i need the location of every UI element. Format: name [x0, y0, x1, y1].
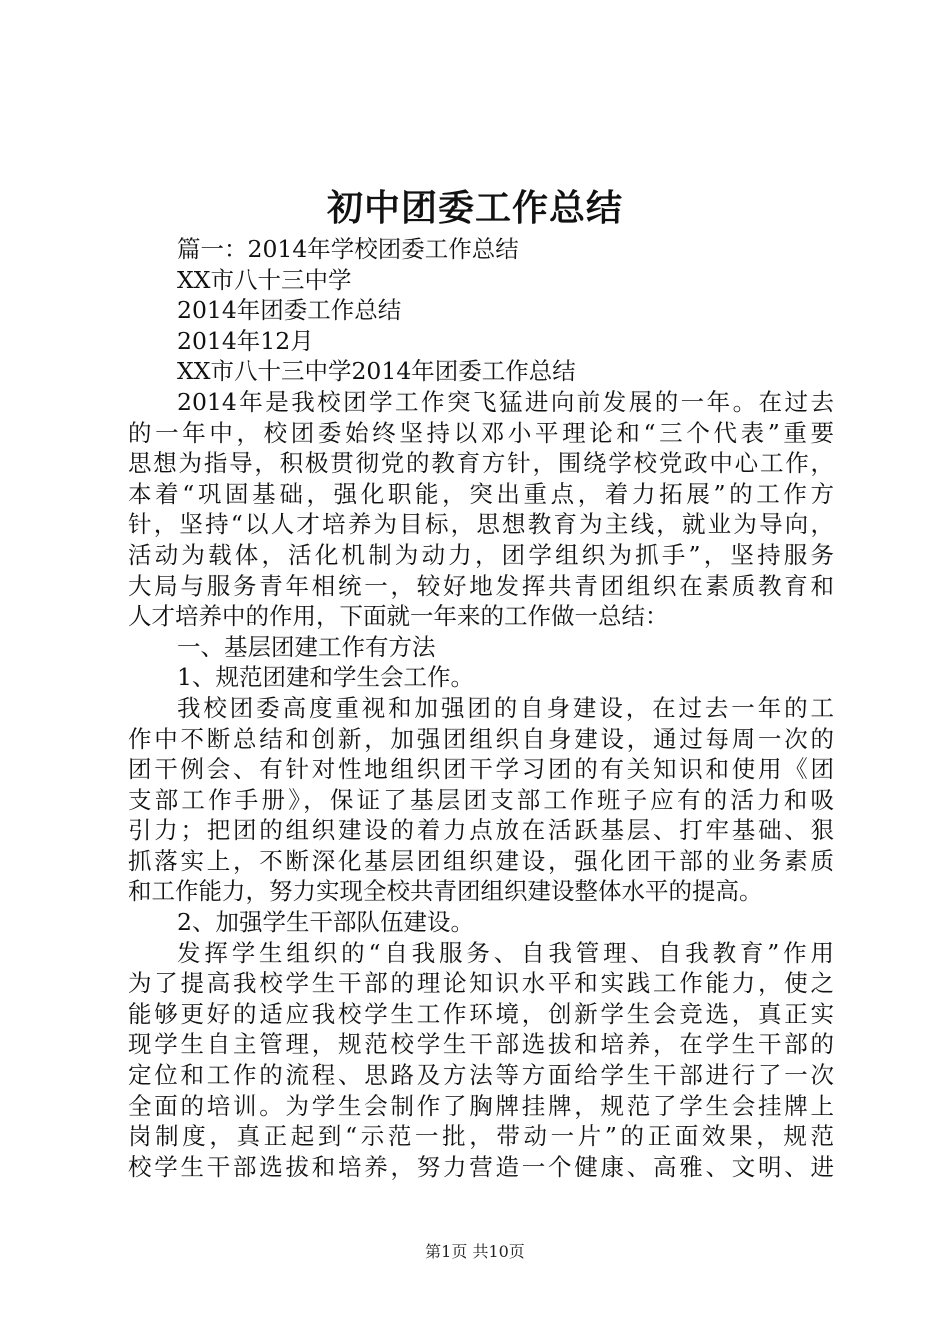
body-line: 岗制度，真正起到“示范一批，带动一片”的正面效果，规范: [128, 1122, 834, 1151]
body-line: 2014年是我校团学工作突飞猛进向前发展的一年。在过去: [177, 387, 834, 416]
body-line: 和工作能力，努力实现全校共青团组织建设整体水平的提高。: [128, 877, 763, 906]
body-line: 1、规范团建和学生会工作。: [177, 663, 474, 692]
body-line: 引力；把团的组织建设的着力点放在活跃基层、打牢基础、狠: [128, 816, 834, 845]
document-body: [128, 234, 834, 1182]
body-line: 一、基层团建工作有方法: [177, 632, 436, 661]
body-line: XX市八十三中学: [177, 265, 352, 294]
body-line: 校学生干部选拔和培养，努力营造一个健康、高雅、文明、进: [128, 1152, 834, 1181]
body-line: 活动为载体，活化机制为动力，团学组织为抓手”，坚持服务: [128, 540, 834, 569]
body-line: 能够更好的适应我校学生工作环境，创新学生会竞选，真正实: [128, 999, 834, 1028]
body-line: 篇一：2014年学校团委工作总结: [177, 235, 519, 263]
body-line: 我校团委高度重视和加强团的自身建设，在过去一年的工: [177, 693, 834, 722]
body-line: 作中不断总结和创新，加强团组织自身建设，通过每周一次的: [128, 724, 834, 753]
body-line: 团干例会、有针对性地组织团干学习团的有关知识和使用《团: [128, 755, 834, 784]
body-line: 针，坚持“以人才培养为目标，思想教育为主线，就业为导向，: [128, 510, 834, 539]
body-line: 2014年12月: [177, 326, 314, 355]
body-line: 现学生自主管理，规范校学生干部选拔和培养，在学生干部的: [128, 1030, 834, 1059]
body-line: 全面的培训。为学生会制作了胸牌挂牌，规范了学生会挂牌上: [128, 1091, 834, 1120]
body-line: 2014年团委工作总结: [177, 296, 402, 325]
body-line: 人才培养中的作用，下面就一年来的工作做一总结：: [128, 602, 669, 631]
body-line: 的一年中，校团委始终坚持以邓小平理论和“三个代表”重要: [128, 418, 834, 447]
body-line: 支部工作手册》，保证了基层团支部工作班子应有的活力和吸: [128, 785, 834, 814]
body-line: 发挥学生组织的“自我服务、自我管理、自我教育”作用: [177, 938, 834, 967]
body-line: 大局与服务青年相统一，较好地发挥共青团组织在素质教育和: [128, 571, 834, 600]
body-line: 本着“巩固基础，强化职能，突出重点，着力拓展”的工作方: [128, 479, 834, 508]
document-title: 初中团委工作总结: [326, 187, 623, 229]
body-line: 定位和工作的流程、思路及方法等方面给学生干部进行了一次: [128, 1061, 834, 1090]
body-line: 2、加强学生干部队伍建设。: [177, 908, 474, 937]
body-line: 为了提高我校学生干部的理论知识水平和实践工作能力，使之: [128, 969, 834, 998]
body-line: 抓落实上，不断深化基层团组织建设，强化团干部的业务素质: [128, 846, 834, 875]
body-line: XX市八十三中学2014年团委工作总结: [177, 357, 576, 386]
page-number-footer: 第1页 共10页: [425, 1242, 525, 1261]
body-line: 思想为指导，积极贯彻党的教育方针，围绕学校党政中心工作，: [128, 449, 834, 478]
